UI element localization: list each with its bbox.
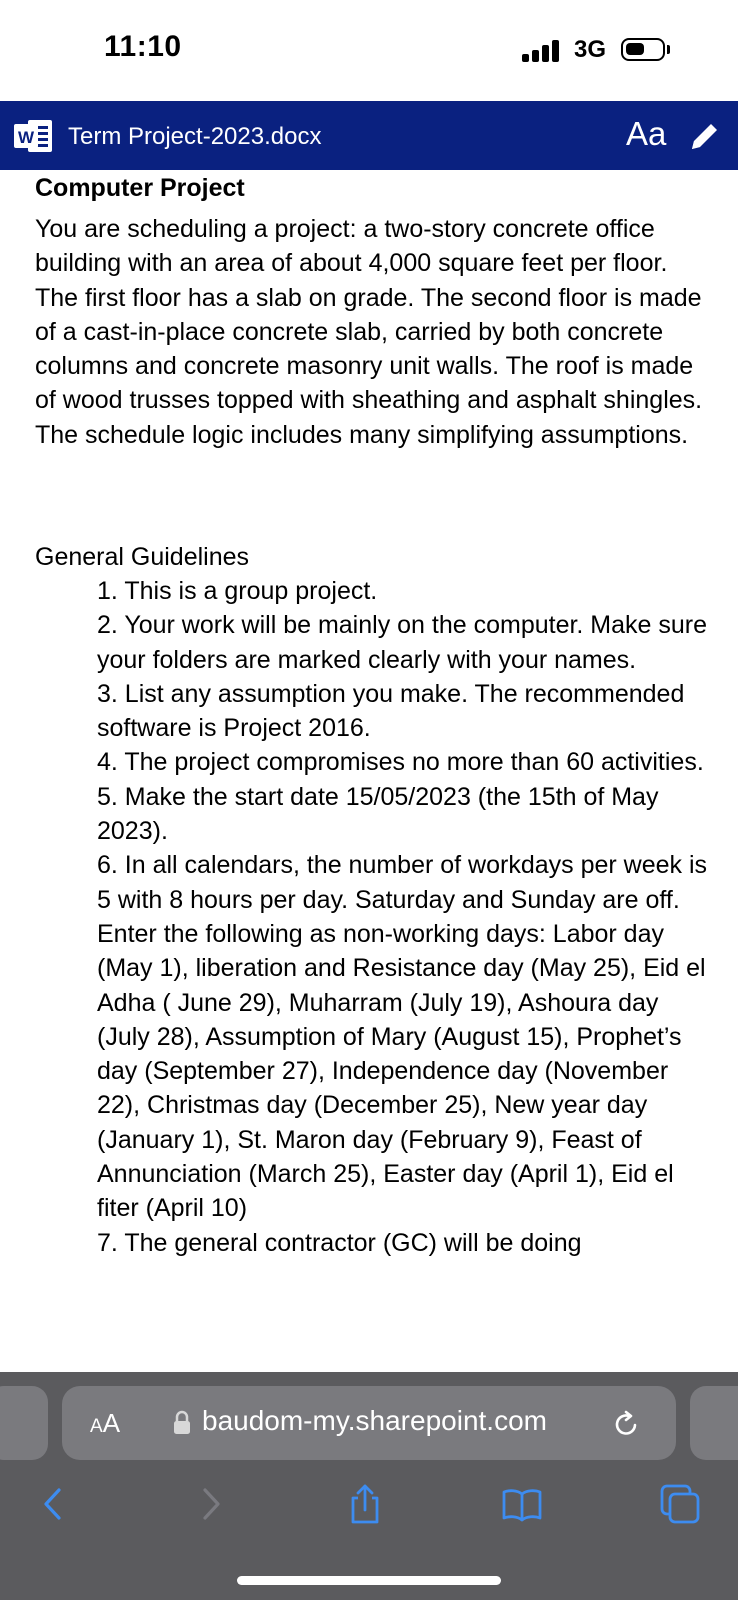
- word-icon: [14, 118, 54, 154]
- chevron-right-icon[interactable]: [188, 1482, 232, 1526]
- book-icon[interactable]: [500, 1482, 544, 1526]
- status-time: 11:10: [104, 30, 182, 63]
- next-tab-preview[interactable]: [690, 1386, 738, 1460]
- word-header: [0, 101, 738, 170]
- document-heading: Computer Project: [35, 174, 245, 202]
- guidelines-title: General Guidelines: [35, 543, 250, 571]
- address-bar[interactable]: [62, 1386, 676, 1460]
- address-bar-area: [0, 1372, 738, 1460]
- reader-options-button[interactable]: [90, 1408, 120, 1439]
- guideline-item: 6. In all calendars, the number of workdays per week is 5 with 8 hours per day. Saturday and Sunday are off. Enter the following as non-working days: Labor day (May 1), liberation and Resistance day (May 25), Eid el Adha ( June 29), Muharram (July 19), Ashoura day (July 28), Assumption of Mary (August 15), Prophet’s day (September 27), Independence day (November 22), Christmas day (December 25), New year day (January 1), St. Maron day (February 9), Feast of Annunciation (March 25), Easter day (April 1), Eid el fiter (April 10): [97, 851, 708, 1223]
- document-intro: You are scheduling a project: a two-story concrete office building with an area of about 4,000 square feet per floor. The first floor has a slab on grade. The second floor is made of a cast-in-place concrete slab, carried by both concrete columns and concrete masonry unit walls. The roof is made of wood trusses topped with sheathing and asphalt shingles. The schedule logic includes many simplifying assumptions.: [35, 215, 703, 449]
- status-bar: [0, 0, 738, 101]
- browser-toolbar: [0, 1460, 738, 1600]
- document-body[interactable]: [0, 170, 738, 1372]
- url-text: baudom-my.sharepoint.com: [202, 1405, 547, 1436]
- previous-tab-preview[interactable]: [0, 1386, 48, 1460]
- guideline-item: 4. The project compromises no more than 60 activities.: [97, 748, 704, 777]
- network-type: 3G: [574, 36, 607, 63]
- guideline-item: 2. Your work will be mainly on the computer. Make sure your folders are marked clearly with your names.: [97, 611, 708, 674]
- guideline-item: 1. This is a group project.: [97, 577, 378, 605]
- document-title: Term Project-2023.docx: [68, 123, 322, 150]
- share-icon[interactable]: [343, 1482, 387, 1526]
- tabs-icon[interactable]: [658, 1482, 702, 1526]
- lock-icon: [172, 1410, 192, 1436]
- battery-cap: [667, 45, 670, 54]
- reader-label-big: A: [102, 1408, 121, 1438]
- guideline-item: 5. Make the start date 15/05/2023 (the 15th of May 2023).: [97, 782, 659, 846]
- reload-icon[interactable]: [610, 1408, 642, 1440]
- reader-label-small: A: [90, 1416, 103, 1437]
- home-indicator[interactable]: [237, 1576, 501, 1585]
- guideline-item: 7. The general contractor (GC) will be doing: [97, 1228, 582, 1257]
- guideline-item: 3. List any assumption you make. The recommended software is Project 2016.: [97, 679, 685, 743]
- svg-text:W: W: [17, 128, 35, 147]
- format-text-button[interactable]: Aa: [626, 115, 667, 152]
- guidelines-list: [97, 574, 717, 1260]
- battery-icon: [621, 38, 665, 61]
- pencil-icon[interactable]: [684, 117, 724, 157]
- chevron-left-icon[interactable]: [32, 1482, 76, 1526]
- signal-bars-icon: [522, 40, 562, 62]
